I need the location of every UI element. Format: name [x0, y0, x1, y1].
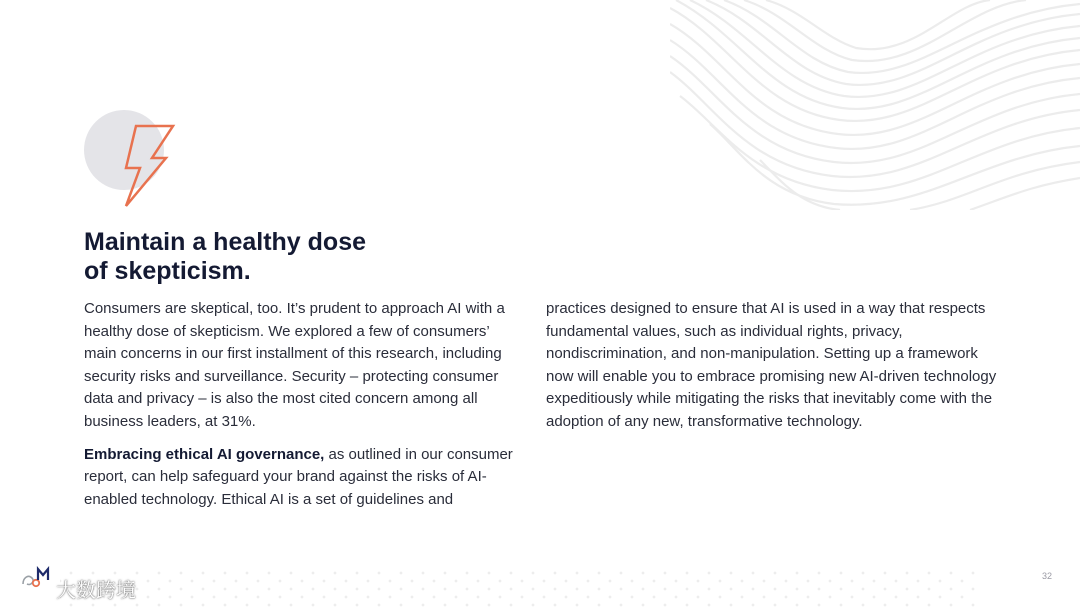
right-paragraph: practices designed to ensure that AI is used in a way that respects fundamental values, such as individual rights, privacy, nondiscrimination, and non-manipulation. Setting up a framework now will enable you to embrace promising new AI-driven technology expeditiously while mitigating the risks that inevitably come with the adoption of any new, transformative technology.: [546, 300, 997, 430]
left-paragraph-2-text: as outlined in our consumer report, can help safeguard your brand against the risks of AI-enabled technology. Ethical AI is a set of guidelines and: [84, 445, 513, 508]
right-column: [546, 298, 1006, 444]
left-paragraph-2: [84, 444, 524, 512]
title-line-2: of skepticism.: [84, 257, 251, 285]
lightning-bolt-icon: [84, 108, 176, 208]
left-paragraph-1: Consumers are skeptical, too. It’s prudent to approach AI with a healthy dose of skepticism. We explored a few of consumers’ main concerns in our first installment of this research, including security risks and surveillance. Security – protecting consumer data and privacy – is also the most cited concern among all business leaders, at 31%.: [84, 300, 505, 430]
ethical-ai-emphasis: Embracing ethical AI governance,: [84, 445, 325, 463]
page-number: 32: [1041, 571, 1052, 581]
page-title: [84, 228, 366, 286]
left-column: [84, 298, 524, 521]
title-line-1: Maintain a healthy dose: [84, 228, 367, 256]
lightning-bolt-badge: [84, 108, 176, 208]
brand-logo-icon: [20, 566, 56, 590]
watermark-text: 大数跨境: [56, 578, 136, 602]
wave-pattern-decoration: [670, 0, 1080, 210]
dot-pattern-decoration: [0, 568, 1080, 608]
